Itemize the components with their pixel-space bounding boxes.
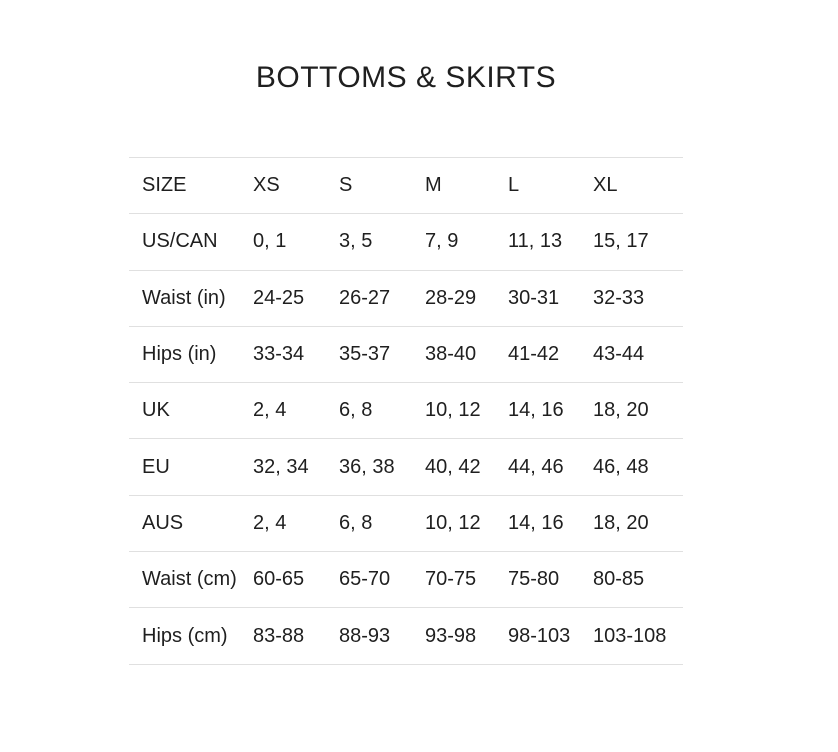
size-value-cell: 44, 46	[495, 439, 580, 495]
size-value-cell: 6, 8	[326, 495, 412, 551]
size-value-cell: 11, 13	[495, 214, 580, 270]
size-chart-table	[129, 157, 683, 665]
size-value-cell: 65-70	[326, 552, 412, 608]
size-value-cell: 30-31	[495, 270, 580, 326]
header-row	[129, 158, 683, 214]
column-header-s: S	[326, 158, 412, 214]
size-value-cell: 15, 17	[580, 214, 683, 270]
size-value-cell: 35-37	[326, 326, 412, 382]
size-value-cell: 88-93	[326, 608, 412, 664]
size-guide-content	[129, 0, 683, 665]
table-row-aus	[129, 495, 683, 551]
size-value-cell: 10, 12	[412, 383, 495, 439]
size-value-cell: 2, 4	[240, 495, 326, 551]
size-value-cell: 75-80	[495, 552, 580, 608]
size-value-cell: 18, 20	[580, 383, 683, 439]
row-label-uk: UK	[129, 383, 240, 439]
size-value-cell: 10, 12	[412, 495, 495, 551]
size-value-cell: 24-25	[240, 270, 326, 326]
size-value-cell: 0, 1	[240, 214, 326, 270]
size-value-cell: 60-65	[240, 552, 326, 608]
table-row-eu	[129, 439, 683, 495]
table-row-waist-in	[129, 270, 683, 326]
column-header-m: M	[412, 158, 495, 214]
size-value-cell: 41-42	[495, 326, 580, 382]
column-header-xs: XS	[240, 158, 326, 214]
row-label-aus: AUS	[129, 495, 240, 551]
column-header-l: L	[495, 158, 580, 214]
size-value-cell: 93-98	[412, 608, 495, 664]
size-chart-body	[129, 214, 683, 664]
row-label-hips-cm: Hips (cm)	[129, 608, 240, 664]
size-value-cell: 33-34	[240, 326, 326, 382]
size-value-cell: 46, 48	[580, 439, 683, 495]
table-row-uk	[129, 383, 683, 439]
size-value-cell: 83-88	[240, 608, 326, 664]
size-value-cell: 3, 5	[326, 214, 412, 270]
table-row-waist-cm	[129, 552, 683, 608]
row-label-waist-in: Waist (in)	[129, 270, 240, 326]
size-value-cell: 38-40	[412, 326, 495, 382]
row-label-waist-cm: Waist (cm)	[129, 552, 240, 608]
size-value-cell: 28-29	[412, 270, 495, 326]
size-value-cell: 2, 4	[240, 383, 326, 439]
table-row-us-can	[129, 214, 683, 270]
size-value-cell: 14, 16	[495, 495, 580, 551]
size-value-cell: 98-103	[495, 608, 580, 664]
size-value-cell: 103-108	[580, 608, 683, 664]
size-value-cell: 36, 38	[326, 439, 412, 495]
size-value-cell: 32-33	[580, 270, 683, 326]
size-value-cell: 18, 20	[580, 495, 683, 551]
size-value-cell: 26-27	[326, 270, 412, 326]
row-label-us-can: US/CAN	[129, 214, 240, 270]
size-value-cell: 14, 16	[495, 383, 580, 439]
size-value-cell: 80-85	[580, 552, 683, 608]
size-value-cell: 7, 9	[412, 214, 495, 270]
column-header-size: SIZE	[129, 158, 240, 214]
column-header-xl: XL	[580, 158, 683, 214]
row-label-eu: EU	[129, 439, 240, 495]
size-value-cell: 32, 34	[240, 439, 326, 495]
size-value-cell: 6, 8	[326, 383, 412, 439]
page-title: BOTTOMS & SKIRTS	[255, 61, 557, 94]
size-value-cell: 43-44	[580, 326, 683, 382]
size-chart-header	[129, 158, 683, 214]
table-row-hips-in	[129, 326, 683, 382]
size-value-cell: 40, 42	[412, 439, 495, 495]
row-label-hips-in: Hips (in)	[129, 326, 240, 382]
table-row-hips-cm	[129, 608, 683, 664]
size-value-cell: 70-75	[412, 552, 495, 608]
